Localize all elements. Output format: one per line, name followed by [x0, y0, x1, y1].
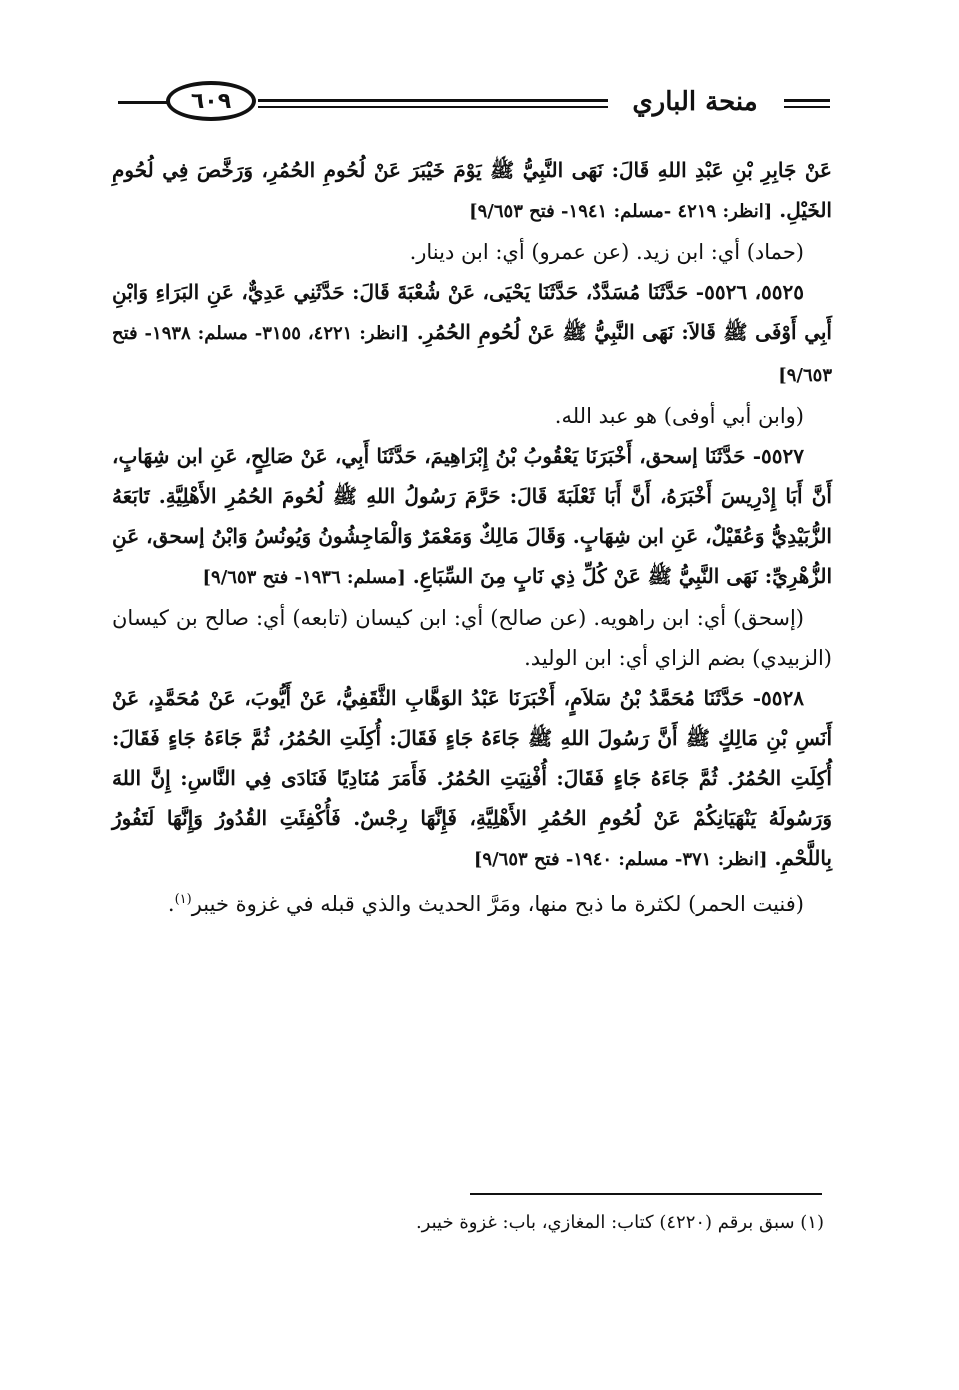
commentary-paragraph	[112, 598, 832, 678]
hadith-text: ٥٥٢٥، ٥٥٢٦- حَدَّثَنَا مُسَدَّدٌ، حَدَّثَنَا يَحْيَى، عَنْ شُعْبَةَ قَالَ: حَدَّثَنِي عَدِيٌّ، عَنِ البَرَاءِ وَابْنِ أَبِي أَوْفَى ﷺ قَالاَ: نَهَى النَّبِيُّ ﷺ عَنْ لُحُومِ الحُمُرِ.	[112, 280, 832, 344]
commentary-text: (وابن أبي أوفى) هو عبد الله.	[554, 404, 804, 428]
hadith-paragraph	[112, 678, 832, 880]
footnote-separator	[470, 1193, 822, 1195]
footnote-marker: (١)	[174, 892, 192, 907]
book-title: منحة الباري	[632, 87, 758, 117]
footnote: (١) سبق برقم (٤٢٢٠) كتاب: المغازي، باب: غزوة خيبر.	[415, 1212, 824, 1233]
sentence-end: .	[167, 892, 175, 916]
hadith-reference: [مسلم: ١٩٣٦- فتح ٩/٦٥٣]	[202, 567, 406, 588]
page-body	[112, 150, 832, 924]
hadith-text: ٥٥٢٧- حَدَّثَنَا إسحق، أَخْبَرَنَا يَعْقُوبُ بْنُ إِبْرَاهِيمَ، حَدَّثَنَا أَبِي، عَنْ صَالِحٍ، عَنِ ابن شِهَابٍ، أَنَّ أَبَا إِدْرِيسَ أَخْبَرَهُ، أَنَّ أَبَا ثَعْلَبَةَ قَالَ: حَرَّمَ رَسُولُ اللهِ ﷺ لُحُومَ الحُمُرِ الأَهْلِيَّةِ. تَابَعَهُ الزُّبَيْدِيُّ وَعُقَيْلٌ، عَنِ ابن شِهَابٍ. وَقَالَ مَالِكٌ وَمَعْمَرٌ وَالْمَاجِشُونُ وَيُونُسُ وَابْنُ إسحق، عَنِ الزُّهْرِيِّ: نَهَى النَّبِيُّ ﷺ عَنْ كُلِّ ذِي نَابٍ مِنَ السِّبَاعِ.	[112, 444, 832, 588]
hadith-paragraph	[112, 150, 832, 232]
header-rule-left	[118, 101, 168, 104]
hadith-paragraph	[112, 436, 832, 598]
header-double-rule-right	[784, 99, 830, 108]
hadith-text: عَنْ جَابِرِ بْنِ عَبْدِ اللهِ قَالَ: نَهَى النَّبِيُّ ﷺ يَوْمَ خَيْبَرَ عَنْ لُحُومِ الحُمُرِ، وَرَخَّصَ فِي لُحُومِ الخَيْلِ.	[112, 158, 832, 222]
hadith-text: ٥٥٢٨- حَدَّثَنَا مُحَمَّدُ بْنُ سَلاَمٍ، أَخْبَرَنَا عَبْدُ الوَهَّابِ الثَّقَفِيُّ، عَنْ أَيُّوبَ، عَنْ مُحَمَّدٍ، عَنْ أَنَسِ بْنِ مَالِكٍ ﷺ أَنَّ رَسُولَ اللهِ ﷺ جَاءَهُ جَاءٍ فَقَالَ: أُكِلَتِ الحُمُرُ، ثُمَّ جَاءَهُ جَاءٍ فَقَالَ: أُكِلَتِ الحُمُرُ. ثُمَّ جَاءَهُ جَاءٍ فَقَالَ: أُفْنِيَتِ الحُمُرُ. فَأَمَرَ مُنَادِيًا فَنَادَى فِي النَّاسِ: إِنَّ اللهَ وَرَسُولَهُ يَنْهَيَانِكُمْ عَنْ لُحُومِ الحُمُرِ الأَهْلِيَّةِ، فَإِنَّهَا رِجْسٌ. فَأُكْفِئَتِ القُدُورُ وَإِنَّهَا لَتَفُورُ بِاللَّحْمِ.	[112, 686, 832, 870]
commentary-paragraph	[112, 880, 832, 924]
commentary-text: (حماد) أي: ابن زيد. (عن عمرو) أي: ابن دينار.	[409, 240, 804, 264]
hadith-reference: [انظر: ٣٧١- مسلم: ١٩٤٠- فتح ٩/٦٥٣]	[473, 849, 768, 870]
commentary-paragraph	[112, 232, 832, 272]
page-number: ٦٠٩	[166, 81, 256, 121]
commentary-text: (إسحق) أي: ابن راهويه. (عن صالح) أي: ابن كيسان (تابعه) أي: صالح بن كيسان (الزبيدي) بضم الزاي أي: ابن الوليد.	[112, 606, 832, 670]
hadith-reference: [انظر: ٤٢١٩ -مسلم: ١٩٤١- فتح ٩/٦٥٣]	[469, 201, 773, 222]
hadith-reference: [انظر: ٤٢٢١، ٣١٥٥- مسلم: ١٩٣٨- فتح ٩/٦٥٣]	[112, 323, 832, 386]
commentary-paragraph	[112, 396, 832, 436]
commentary-text: (فنيت الحمر) لكثرة ما ذبح منها، ومَرَّ الحديث والذي قبله في غزوة خيبر	[191, 892, 804, 916]
hadith-paragraph	[112, 272, 832, 396]
header-double-rule-center	[258, 99, 608, 108]
